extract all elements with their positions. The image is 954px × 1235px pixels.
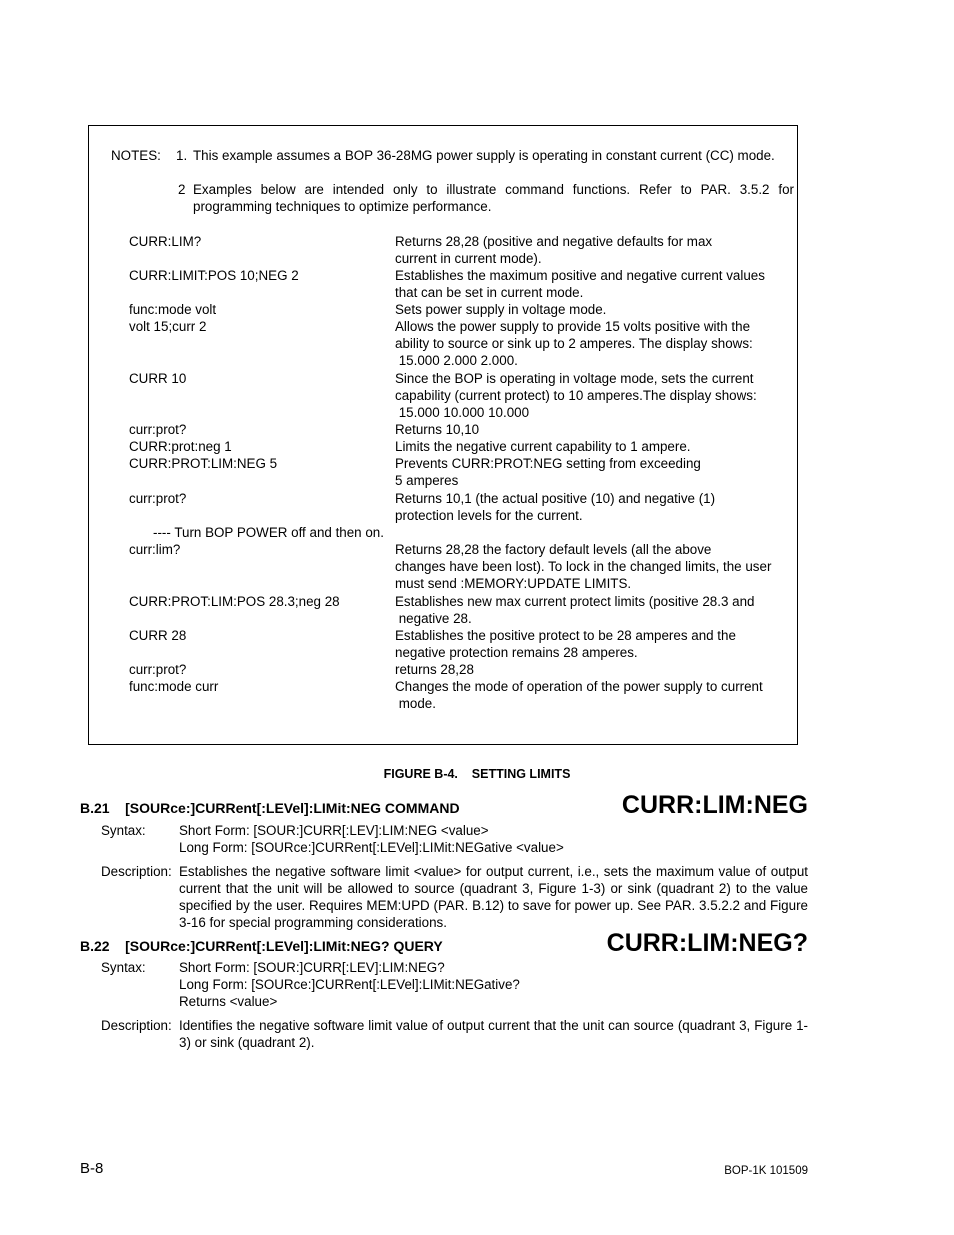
section-heading: B.22 [SOURce:]CURRent[:LEVel]:LIMit:NEG? QUERY — [80, 938, 443, 954]
notes-label: NOTES: — [111, 148, 161, 163]
description-label: Description: — [101, 864, 172, 879]
command-text: CURR:prot:neg 1 — [129, 439, 232, 454]
description-text: Identifies the negative software limit value of output current that the unit can source (quadrant 3, Figure 1-3) or sink (quadrant 2). — [179, 1018, 808, 1050]
syntax-label: Syntax: — [101, 823, 146, 838]
syntax-label: Syntax: — [101, 960, 146, 975]
note-number: 2 — [178, 182, 186, 197]
command-text: volt 15;curr 2 — [129, 319, 207, 334]
long-form: Long Form: [SOURce:]CURRent[:LEVel]:LIMit:NEGative <value> — [179, 840, 564, 855]
command-text: func:mode volt — [129, 302, 217, 317]
command-description: Since the BOP is operating in voltage mode, sets the current capability (current protect) to 10 amperes.The display shows: 15.000 10.000 10.000 — [395, 371, 757, 420]
command-text: curr:lim? — [129, 542, 181, 557]
note-number: 1. — [176, 148, 188, 163]
command-description: Allows the power supply to provide 15 volts positive with the ability to source or sink up to 2 amperes. The display shows: 15.000 2.000 2.000. — [395, 319, 753, 368]
command-text: curr:prot? — [129, 491, 187, 506]
command-text: CURR:PROT:LIM:NEG 5 — [129, 456, 278, 471]
command-description: Establishes the maximum positive and negative current values that can be set in current mode. — [395, 268, 765, 300]
command-text: CURR:LIM? — [129, 234, 202, 249]
note-text: This example assumes a BOP 36-28MG power supply is operating in constant current (CC) mode. — [193, 148, 775, 163]
command-text: func:mode curr — [129, 679, 219, 694]
command-description: Establishes new max current protect limits (positive 28.3 and negative 28. — [395, 594, 755, 626]
command-description: Returns 28,28 (positive and negative defaults for max current in current mode). — [395, 234, 713, 266]
short-form: Short Form: [SOUR:]CURR[:LEV]:LIM:NEG? — [179, 960, 445, 975]
page-number: B-8 — [80, 1160, 104, 1177]
returns-value: Returns <value> — [179, 994, 278, 1009]
section-heading: B.21 [SOURce:]CURRent[:LEVel]:LIMit:NEG COMMAND — [80, 800, 460, 816]
note-text: Examples below are intended only to illustrate command functions. Refer to PAR. 3.5.2 for programming techniques to optimize performance. — [193, 182, 794, 214]
short-form: Short Form: [SOUR:]CURR[:LEV]:LIM:NEG <value> — [179, 823, 489, 838]
command-text: CURR 28 — [129, 628, 187, 643]
command-description: Returns 10,10 — [395, 422, 480, 437]
long-form: Long Form: [SOURce:]CURRent[:LEVel]:LIMit:NEGative? — [179, 977, 520, 992]
document-id: BOP-1K 101509 — [724, 1165, 808, 1177]
command-text: curr:prot? — [129, 662, 187, 677]
command-description: Prevents CURR:PROT:NEG setting from exceeding 5 amperes — [395, 456, 701, 488]
command-description: Returns 10,1 (the actual positive (10) and negative (1) protection levels for the current. — [395, 491, 716, 523]
command-description: Sets power supply in voltage mode. — [395, 302, 607, 317]
command-title: CURR:LIM:NEG? — [606, 929, 808, 957]
command-description: Establishes the positive protect to be 28 amperes and the negative protection remains 28 amperes. — [395, 628, 736, 660]
command-description: Returns 28,28 the factory default levels (all the above changes have been lost). To lock in the changed limits, the user must send :MEMORY:UPDATE LIMITS. — [395, 542, 772, 591]
command-description: Limits the negative current capability to 1 ampere. — [395, 439, 691, 454]
figure-caption: FIGURE B-4. SETTING LIMITS — [383, 767, 571, 781]
description-label: Description: — [101, 1018, 172, 1033]
note-2 — [176, 181, 794, 215]
command-text: curr:prot? — [129, 422, 187, 437]
command-description: Changes the mode of operation of the power supply to current mode. — [395, 679, 763, 711]
command-text: CURR:LIMIT:POS 10;NEG 2 — [129, 268, 299, 283]
description-text: Establishes the negative software limit <value> for output current, i.e., sets the maximum value of output current that the unit will be allowed to source (quadrant 3, Figure 1-3) or sink (quadrant 2) to the value specified by the user. Requires MEM:UPD (PAR. B.12) to save for power up. See PAR. 3.5.2.2 and Figure 3-16 for special programming considerations. — [179, 864, 808, 930]
command-title: CURR:LIM:NEG — [621, 791, 808, 819]
power-cycle-note: ---- Turn BOP POWER off and then on. — [153, 525, 384, 540]
command-text: CURR 10 — [129, 371, 187, 386]
command-text: CURR:PROT:LIM:POS 28.3;neg 28 — [129, 594, 340, 609]
note-1 — [176, 147, 794, 181]
command-description: returns 28,28 — [395, 662, 474, 677]
